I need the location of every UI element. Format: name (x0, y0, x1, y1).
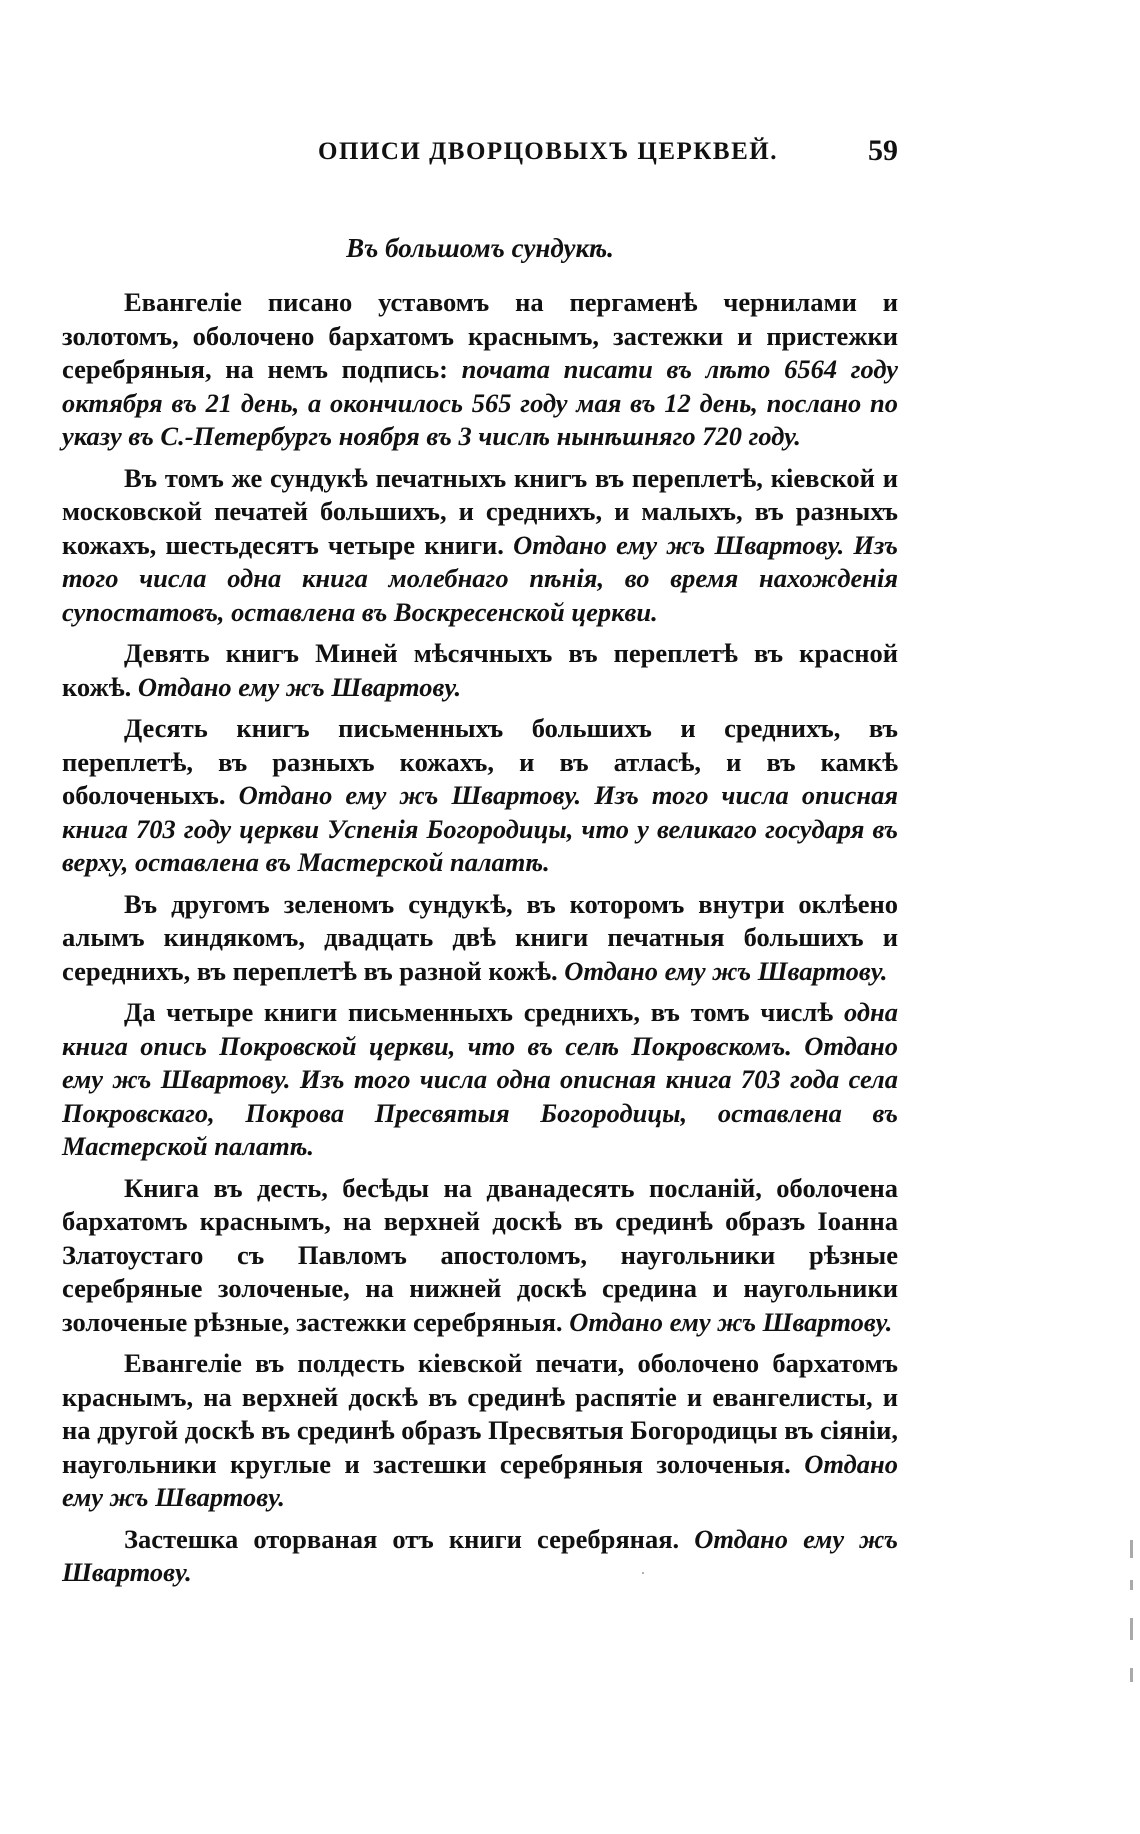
paragraph-9 (62, 1523, 898, 1590)
scan-edge-marks (1128, 1540, 1136, 1710)
page-number: 59 (868, 134, 898, 167)
paragraph-5-italic: Отдано ему жъ Швартову. (564, 955, 888, 986)
paragraph-7-text: Книга въ десть, бесѣды на дванадесять посланій, оболочена бархатомъ краснымъ, на верхней доскѣ въ срединѣ образъ Іоанна Златоустаго съ Павломъ апостоломъ, наугольники рѣзные серебряные золоченые, на нижней доскѣ средина и наугольники золоченые рѣзные, застежки серебряныя. (62, 1172, 898, 1337)
paragraph-1-italic: почата писати въ лѣто 6564 году октября въ 21 день, а окончилось 565 году мая въ 12 день, послано по указу въ С.-Петербургъ ноября въ 3 числѣ нынѣшняго 720 году. (62, 354, 898, 451)
paragraph-4-italic: Отдано ему жъ Швартову. Изъ того числа описная книга 703 году церкви Успенія Богородицы, что у великаго государя въ верху, оставлена въ Мастерской палатѣ. (62, 780, 899, 877)
paragraph-6-text: Да четыре книги письменныхъ среднихъ, въ томъ числѣ (124, 997, 844, 1027)
paragraph-6-italic: одна книга опись Покровской церкви, что въ селѣ Покровскомъ. Отдано ему жъ Швартову. Изъ того числа одна описная книга 703 года села Покровскаго, Покрова Пресвятыя Богородицы, оставлена въ Мастерской палатѣ. (62, 997, 898, 1161)
running-title: ОПИСИ ДВОРЦОВЫХЪ ЦЕРКВЕЙ. (318, 138, 778, 165)
paragraph-4 (62, 712, 898, 880)
paragraph-4-text: Десять книгъ письменныхъ большихъ и среднихъ, въ переплетѣ, въ разныхъ кожахъ, и въ атласѣ, и въ камкѣ оболоченыхъ. (62, 713, 898, 810)
section-heading: Въ большомъ сундукѣ. (346, 233, 614, 263)
paragraph-9-text: Застешка оторваная отъ книги серебряная. (124, 1523, 695, 1554)
paragraph-8-italic: Отдано ему жъ Швартову. (62, 1448, 898, 1512)
paragraph-1-text: Евангеліе писано уставомъ на пергаменѣ чернилами и золотомъ, оболочено бархатомъ краснымъ, застежки и пристежки серебряныя, на немъ подпись: (62, 287, 898, 384)
paragraph-7-italic: Отдано ему жъ Швартову. (569, 1306, 893, 1337)
running-head (318, 134, 898, 178)
paragraph-3 (62, 637, 898, 704)
scan-speck (642, 1572, 644, 1574)
paragraph-5-text: Въ другомъ зеленомъ сундукѣ, въ которомъ внутри оклѣено алымъ киндякомъ, двадцать двѣ книги печатныя большихъ и середнихъ, въ переплетѣ въ разной кожѣ. (62, 888, 898, 986)
paragraph-3-text: Девять книгъ Миней мѣсячныхъ въ переплетѣ въ красной кожѣ. (62, 638, 898, 702)
paragraph-8 (62, 1347, 898, 1515)
text-block (62, 232, 898, 1598)
paragraph-5 (62, 888, 898, 989)
paragraph-3-italic: Отдано ему жъ Швартову. (137, 671, 462, 702)
paragraph-6 (62, 996, 898, 1164)
paragraph-2-italic: Отдано ему жъ Швартову. Изъ того числа одна книга молебнаго пѣнія, во время нахожденія супостатовъ, оставлена въ Воскресенской церкви. (62, 529, 898, 627)
paragraph-7 (62, 1172, 898, 1340)
paragraph-2-text: Въ томъ же сундукѣ печатныхъ книгъ въ переплетѣ, кіевской и московской печатей большихъ, и среднихъ, и малыхъ, въ разныхъ кожахъ, шестьдесятъ четыре книги. (62, 462, 898, 560)
paragraph-9-italic: Отдано ему жъ Швартову. (62, 1523, 898, 1587)
paragraph-1 (62, 286, 898, 454)
paragraph-8-text: Евангеліе въ полдесть кіевской печати, оболочено бархатомъ краснымъ, на верхней доскѣ въ срединѣ распятіе и евангелисты, и на другой доскѣ въ срединѣ образъ Пресвятыя Богородицы въ сіяніи, наугольники круглые и застешки серебряныя золоченыя. (62, 1348, 898, 1479)
paragraph-2 (62, 462, 898, 630)
